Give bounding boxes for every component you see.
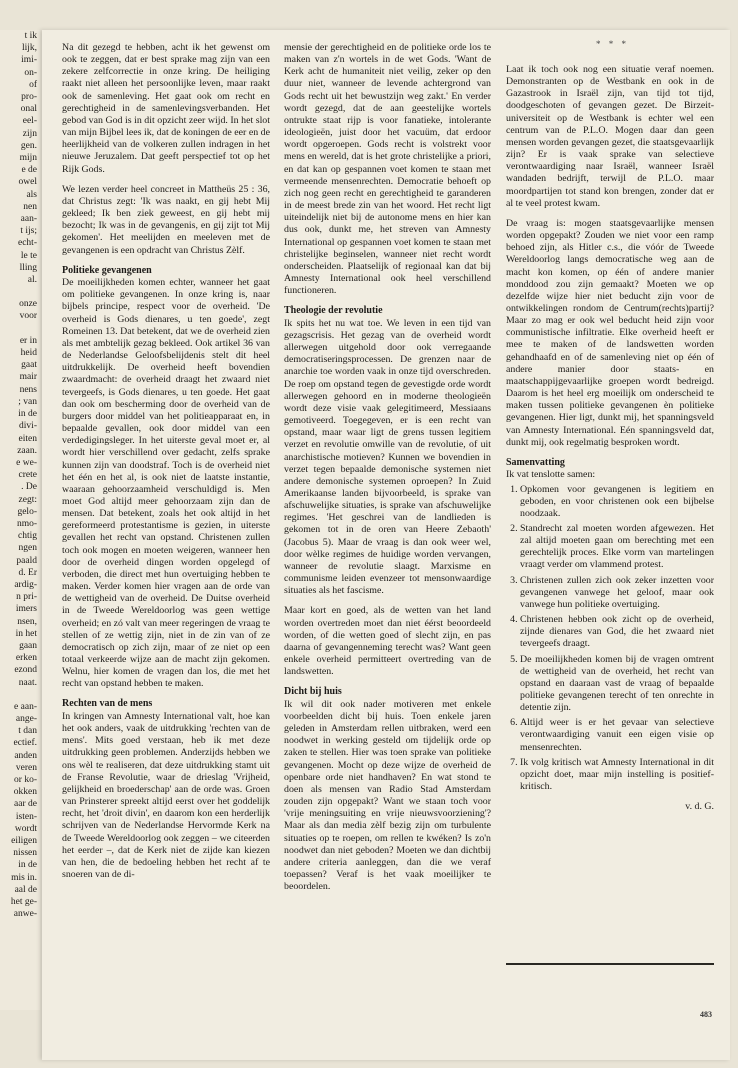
edge-fragment: lling <box>19 262 37 273</box>
edge-fragment: on- <box>24 67 37 78</box>
edge-fragment: d. Er <box>18 567 37 578</box>
paragraph: mensie der gerechtigheid en de politieke orde los te maken van z'n wortels in de wet Gods. 'Want de Kerk acht de humaniteit niet veilig, zeker op den duur niet, wanneer de levende achtergrond van Gods recht uit het bewustzijn weg zakt.' En verder wordt gezegd, dat de aan geestelijke wortels ontrukte staat rijp is voor fanatieke, intolerante ideologieën, juist door het vacuüm, dat erdoor wordt opgeroepen. Gods recht is volstrekt voor mens en wereld, dat is het grote christelijke a priori, en dat kan op gespannen voet komen te staan met vermeende mensenrechten. Democratie behoeft op zich nog geen recht en gerechtigheid te garanderen in de meest brede zin van het woord. Het recht ligt uiteindelijk niet bij de autonome mens en hier kan dus ook, dunkt me, het streven van Amnesty International op gespannen voet komen te staan met christelijke beginselen, wanneer niet recht wordt onderscheiden. Plaatselijk of regionaal kan dat bij Amnesty International ook heel verschillend functioneren. <box>284 42 491 297</box>
edge-fragment: naat. <box>18 677 37 688</box>
paragraph: Laat ik toch ook nog een situatie veraf noemen. Demonstranten op de Westbank en ook in de Gazastrook in Israël zijn, van tijd tot tijd, doodgeschoten of gevangen gezet. De Birzeit-universiteit op de Westbank is echter wel een centrum van de P.L.O. Mogen daar dan geen mensen worden gevangen gezet, die staatsgevaarlijk zijn? Er is vaak sprake van selectieve verontwaardiging naar Israël, wanneer Israël wandaden bedrijft, terwijl de P.L.O. maar moordpartijen tot stand kon brengen, zonder dat er al te veel protest kwam. <box>506 64 714 209</box>
edge-fragment: divi- <box>19 421 37 432</box>
edge-fragment: e de <box>21 165 37 176</box>
edge-fragment: voor <box>19 311 37 322</box>
paragraph: Na dit gezegd te hebben, acht ik het gewenst om ook te zeggen, dat er best sprake mag zijn van een zekere zelfcorrectie in onze kring. De heiliging raakt niet alleen het persoonlijke leven, maar raakt ook de samenleving. Het gaat ook om recht en gerechtigheid in de samenlevingsverbanden. Het gebod van God is in dit opzicht zeer wijd. In het slot van mijn Bijbel lees ik, dat de koningen de eer en de heerlijkheid van de volkeren zullen indragen in het nieuwe Jeruzalem. Dat geeft perspectief tot op het Rijk Gods. <box>62 42 270 175</box>
paragraph: Ik spits het nu wat toe. We leven in een tijd van gezagscrisis. Het gezag van de overheid wordt allerwegen uitgehold door ook verregaande democratiseringsprocessen. De grenzen naar de anarchie toe worden vaak in onze tijd overschreden. De roep om opstand tegen de gevestigde orde wordt allerwegen gehoord en in moderne theologieën wordt deze visie vaak gelegitimeerd, Messiaans gemotiveerd. Toegegeven, er is een recht van opstand, maar waar ligt de grens tussen legitiem verzet en revolutie omwille van de revolutie, of uit anarchistische motieven? Kunnen we bovendien in verzet tegen bepaalde demonische systemen niet andere demonische systemen oproepen? In Zuid Amerikaanse landen bijvoorbeeld, is sprake van afschuwelijke situaties, is sprake van afschuwelijke regimes. 'Het geschrei van de landlieden is gekomen tot in de oren van Heere Zebaoth' (Jacobus 5). Maar de vraag is dan ook weer wel, door wèlke regimes de huidige worden vervangen, wanneer de revolutie slaagt. Marxisme en communisme leiden evenzeer tot mensonwaardige situaties als het fascisme. <box>284 317 491 597</box>
summary-item: 3. Christenen zullen zich ook zeker inzetten voor gevangenen vanwege het geloof, maar ook vanwege hun politieke overtuiging. <box>520 575 714 611</box>
edge-fragment: al. <box>27 275 37 286</box>
edge-fragment: pro- <box>21 92 37 103</box>
paragraph: Maar kort en goed, als de wetten van het land worden overtreden moet dan niet éérst beoordeeld worden, of die wetten goed of slecht zijn, en pas daarna of gevangenneming terecht was? Want geen enkele overheid permitteert overtreding van de landswetten. <box>284 605 491 678</box>
edge-fragment: ardig- <box>14 579 37 590</box>
summary-intro: Ik vat tenslotte samen: <box>506 469 596 481</box>
section-heading: Politieke gevangenen <box>62 264 152 276</box>
edge-fragment: onze <box>19 299 37 310</box>
edge-fragment: heid <box>20 348 37 359</box>
edge-fragment: ngen <box>18 543 37 554</box>
paragraph: De moeilijkheden komen echter, wanneer het gaat om politieke gevangenen. In onze kring is, naar bijbels principe, respect voor de overheid. 'De overheid is Gods dienares, u ten goede', zegt Romeinen 13. Dat betekent, dat we de overheid zien als met ambtelijk gezag bekleed. Ook artikel 36 van de Nederlandse Geloofsbelijdenis stelt dit heel uitdrukkelijk. De overheid heeft bovendien zwaardmacht: de overheid draagt het zwaard niet tevergeefs, is Gods dienares, u ten goede. Het gaat dan ook om bescherming door de overheid van de burgers door middel van het politieapparaat en, in bepaalde gevallen, ook door middel van een verdedigingsleger. In het uiterste geval moet er, al wordt hier verschillend over gedacht, zelfs sprake kunnen zijn van doodstraf. Toch is de overheid niet het één en het al, is ook niet de laatste instantie, waaraan gehoorzaamheid verschuldigd is. Men moet God altijd meer gehoorzaam zijn dan de mensen. Dat betekent, zoals het ook altijd in het gereformeerd protestantisme is gezien, in uiterste gevallen het recht van opstand. Christenen zullen toch ook mogen en moeten weigeren, wanneer hen door de overheid dingen worden opgelegd of verboden, die direct met hun overtuiging hebben te maken. Verder komen hier vragen aan de orde van de wettigheid van de overheid. De Duitse overheid in de Tweede Wereldoorlog was geen wettige overheid; en zó valt van meer regeringen de vraag te stellen of ze wettig zijn, niet in de zin van of ze democratisch op zich zijn, maar of ze niet op een totaal verkeerde wijze aan de macht zijn gekomen. Welnu, hier komen de vragen dan los, die met het recht van opstand hebben te maken. <box>62 277 270 690</box>
edge-fragment: of <box>29 79 37 90</box>
summary-item: 7. Ik volg kritisch wat Amnesty International in dit opzicht doet, maar mijn instelling is positief-kritisch. <box>520 757 714 793</box>
edge-fragment: gen. <box>20 140 37 151</box>
edge-fragment: le te <box>20 250 37 261</box>
edge-fragment: anwe- <box>13 909 37 920</box>
edge-fragment: imers <box>15 604 37 615</box>
edge-fragment <box>0 323 37 335</box>
edge-fragment: er in <box>19 335 37 346</box>
edge-fragment: eiligen <box>11 836 37 846</box>
column-2 <box>284 42 491 901</box>
section-heading: Theologie der revolutie <box>284 305 383 317</box>
edge-fragment: zaan. <box>17 445 37 456</box>
edge-fragment: aal de <box>14 884 37 895</box>
summary-item: 4. Christenen hebben ook zicht op de overheid, zijnde dienares van God, die het zwaard niet tevergeefs draagt. <box>520 614 714 650</box>
edge-fragment: in de <box>18 860 37 871</box>
edge-fragment: imi- <box>21 55 37 66</box>
edge-fragments-bottom <box>0 701 37 921</box>
edge-fragment: erken <box>15 653 37 664</box>
edge-fragment: lijk, <box>21 43 37 54</box>
summary-item: 1. Opkomen voor gevangenen is legitiem en geboden, en voor christenen ook een bijbelse noodzaak. <box>520 484 714 520</box>
edge-fragments-top <box>0 30 37 286</box>
edge-fragment: t ijs; <box>20 226 37 237</box>
edge-fragment: crete <box>18 470 37 481</box>
section-heading: Rechten van de mens <box>62 698 153 710</box>
previous-page-edge <box>0 30 40 1010</box>
edge-fragment: t ik <box>24 31 37 41</box>
section-divider-stars: * * * <box>596 39 629 49</box>
edge-fragment: isten- <box>15 811 37 822</box>
edge-fragment: t dan <box>18 726 37 737</box>
paragraph: We lezen verder heel concreet in Mattheüs 25 : 36, dat Christus zegt: 'Ik was naakt, en gij hebt Mij gekleed; Ik ben ziek geweest, en gij hebt mij bezocht; Ik was in de gevangenis, en gij zijt tot Mij gekomen'. Het meelijden en meeleven met de gevangenen is een opdracht van Christus Zèlf. <box>62 183 270 256</box>
summary-item: 6. Altijd weer is er het gevaar van selectieve verontwaardiging vanuit een eigen visie op mensenrechten. <box>520 717 714 753</box>
summary-item: 5. De moeilijkheden komen bij de vragen omtrent de wettigheid van de overheid, het recht van opstand en daaraan vast de vraag of bepaalde politieke gevangenen terecht of ten onrechte in detentie zijn. <box>520 654 714 715</box>
edge-fragments-middle <box>0 298 37 689</box>
summary-item: 2. Standrecht zal moeten worden afgewezen. Het zal altijd moeten gaan om berechting met een gerechtelijk proces. Elke vorm van martelingen vraagt verder om vlammend protest. <box>520 523 714 572</box>
edge-fragment: nens <box>19 384 37 395</box>
edge-fragment: or ko- <box>14 774 37 785</box>
edge-fragment: eel- <box>22 116 37 127</box>
section-heading: Dicht bij huis <box>284 686 342 698</box>
edge-fragment: gaan <box>19 640 37 651</box>
summary-list <box>506 484 714 794</box>
edge-fragment: gelo- <box>17 506 37 517</box>
edge-fragment: ange- <box>15 713 37 724</box>
edge-fragment: anden <box>14 750 37 761</box>
column-1 <box>62 42 270 889</box>
edge-fragment: wordt <box>14 823 37 834</box>
edge-fragment: als <box>26 189 37 200</box>
end-rule <box>506 963 714 965</box>
edge-fragment: . De <box>21 482 37 493</box>
edge-fragment: mijn <box>19 153 37 164</box>
section-heading: Samenvatting <box>506 456 565 468</box>
edge-fragment: zijn <box>22 128 37 139</box>
edge-fragment: owel <box>18 177 37 188</box>
edge-fragment: nsen, <box>17 616 37 627</box>
edge-fragment: aan- <box>20 214 37 225</box>
edge-fragment: gaat <box>21 360 37 371</box>
edge-fragment: in de <box>18 409 37 420</box>
edge-fragment: okken <box>13 787 37 798</box>
edge-fragment: veren <box>15 762 37 773</box>
edge-fragment: nmo- <box>16 518 37 529</box>
edge-fragment: echt- <box>18 238 37 249</box>
page-number: 483 <box>700 1010 712 1019</box>
edge-fragment: het ge- <box>10 897 37 908</box>
edge-fragment: mair <box>19 372 37 383</box>
edge-fragment: ezond <box>14 665 37 676</box>
edge-fragment: mis in. <box>11 872 37 883</box>
edge-fragment: nissen <box>13 848 37 859</box>
edge-fragment: nen <box>23 201 37 212</box>
edge-fragment: e we- <box>16 457 37 468</box>
edge-fragment: chtig <box>18 531 37 542</box>
edge-fragment: aar de <box>14 799 37 810</box>
paragraph: In kringen van Amnesty International valt, hoe kan het ook anders, vaak de uitdrukking 'rechten van de mens'. Mits goed verstaan, heb ik met deze uitdrukking geen problemen. Anderzijds hebben we ons wèl te realiseren, dat deze uitdrukking stamt uit de Franse Revolutie, waar de drieslag 'Vrijheid, gelijkheid en broederschap' aan de orde was. Groen van Prinsterer spreekt altijd eerst over het goddelijk recht, het 'droit divin', en daarom kon een herderlijk schrijven van de Nederlandse Hervormde Kerk na de Tweede Wereldoorlog ook zeggen – we citeerden het eerder –, dat de Kerk niet de zijde kan kiezen van hen, die de bedoeling hebben het recht af te snoeren van de di- <box>62 710 270 880</box>
paragraph: Ik wil dit ook nader motiveren met enkele voorbeelden dicht bij huis. Toen enkele jaren geleden in Amsterdam rellen uitbraken, werd een noodwet in werking gesteld om tijdelijk orde op zaken te stellen. Hier was toen sprake van politieke gevangenen. Mocht op deze wijze de overheid de openbare orde niet handhaven? En wat stond te doen als mensen van Radio Stad Amsterdam zouden zijn opgepakt? Want we staan toch voor 'vrije meningsuiting en vrije nieuwsvoorziening'? Maar als dan media zèlf bezig zijn om turbulente situaties op te roepen, om rellen te kwéken? Is zo'n noodwet dan niet geboden? Moeten we dan dichtbij andere criteria aanleggen, dan die we veraf toepassen? Veraf is het vaak moeilijker te beoordelen. <box>284 698 491 893</box>
author-signature: v. d. G. <box>685 801 714 813</box>
edge-fragment: ectief. <box>13 738 37 749</box>
column-3 <box>506 64 714 813</box>
edge-fragment: zegt: <box>18 494 37 505</box>
edge-fragment: eiten <box>18 433 37 444</box>
edge-fragment: e aan- <box>14 701 37 712</box>
edge-fragment: onal <box>20 104 37 115</box>
edge-fragment: in het <box>15 628 37 639</box>
edge-fragment: ; van <box>18 396 37 407</box>
edge-fragment: paald <box>16 555 37 566</box>
edge-fragment: n pri- <box>16 592 37 603</box>
paragraph: De vraag is: mogen staatsgevaarlijke mensen worden opgepakt? Zouden we niet voor een ramp behoed zijn, als Hitler c.s., die vóór de Tweede Wereldoorlog langs democratische weg aan de macht kon komen, op één of andere manier monddood zou zijn gemaakt? Moeten we op dezelfde wijze hier niet beducht zijn voor de ontwikkelingen rondom de Centrum(rechts)partij? Maar zo mag er ook wel beducht heid zijn voor communistische infiltratie. Elke overheid heeft er mee te maken of de landswetten worden gehandhaafd en of de samenleving niet op één of andere manier door staats- en maatschappijgevaarlijke groepen wordt bedreigd. Daarom is het heel erg moeilijk om onderscheid te maken tussen politieke gevangenen èn politieke gevangenen. Hier ligt, dunkt mij, het spanningsveld van Amnesty International. Eén spanningsveld dat, dunkt mij, ook regelmatig besproken wordt. <box>506 217 714 448</box>
